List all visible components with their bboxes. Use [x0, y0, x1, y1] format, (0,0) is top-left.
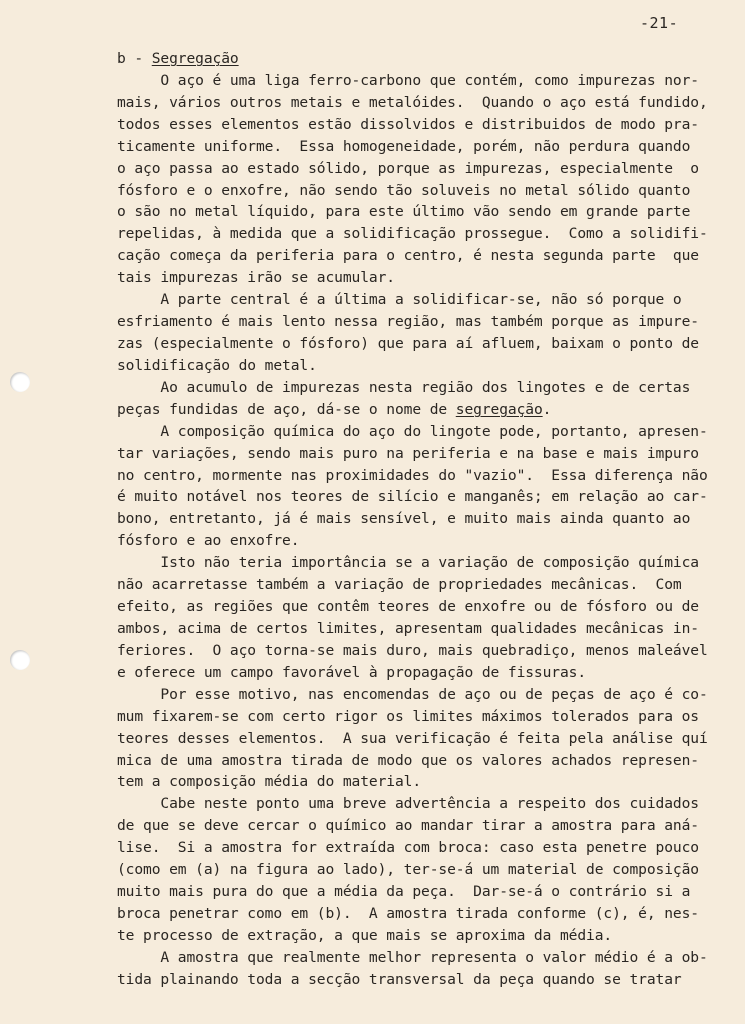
- text-line: tar variações, sendo mais puro na periferia e na base e mais impuro: [117, 444, 699, 462]
- text-line: te processo de extração, a que mais se aproxima da média.: [117, 926, 613, 944]
- text-line: é muito notável nos teores de silício e manganês; em relação ao car-: [117, 488, 708, 506]
- text-line: o aço passa ao estado sólido, porque as impurezas, especialmente o: [117, 159, 699, 177]
- text-line: cação começa da periferia para o centro, é nesta segunda parte que: [117, 247, 699, 265]
- text-line: de que se deve cercar o químico ao mandar tirar a amostra para aná-: [117, 817, 699, 835]
- text-line: mais, vários outros metais e metalóides. Quando o aço está fundido,: [117, 93, 708, 111]
- text-line: todos esses elementos estão dissolvidos e distribuidos de modo pra-: [117, 115, 699, 133]
- section-heading: [117, 48, 717, 70]
- text-line: fósforo e ao enxofre.: [117, 532, 300, 550]
- text-line: mum fixarem-se com certo rigor os limites máximos tolerados para os: [117, 707, 699, 725]
- punch-hole-bottom: [10, 650, 30, 670]
- text-line: O aço é uma liga ferro-carbono que contém, como impurezas nor-: [117, 71, 699, 89]
- text-line: bono, entretanto, já é mais sensível, e muito mais ainda quanto ao: [117, 510, 691, 528]
- text-line: tem a composição média do material.: [117, 773, 422, 791]
- text-line: Cabe neste ponto uma breve advertência a respeito dos cuidados: [117, 795, 699, 813]
- text-line: e oferece um campo favorável à propagação de fissuras.: [117, 663, 587, 681]
- text-line: teores desses elementos. A sua verificação é feita pela análise quí: [117, 729, 708, 747]
- text-line: lise. Si a amostra for extraída com broca: caso esta penetre pouco: [117, 839, 699, 857]
- section-letter: b -: [117, 50, 152, 67]
- text-line: tais impurezas irão se acumular.: [117, 269, 395, 287]
- text-line: A composição química do aço do lingote pode, portanto, apresen-: [117, 422, 708, 440]
- text-line: ambos, acima de certos limites, apresentam qualidades mecânicas in-: [117, 619, 699, 637]
- text-line-with-term: [117, 399, 717, 421]
- text-line: A parte central é a última a solidificar-se, não só porque o: [117, 291, 682, 309]
- text-line: repelidas, à medida que a solidificação prossegue. Como a solidifi-: [117, 225, 708, 243]
- text-line: fósforo e o enxofre, não sendo tão soluveis no metal sólido quanto: [117, 181, 691, 199]
- text-line: Isto não teria importância se a variação de composição química: [117, 554, 699, 572]
- punch-hole-top: [10, 372, 30, 392]
- text-line: no centro, mormente nas proximidades do "vazio". Essa diferença não: [117, 466, 708, 484]
- text-line: A amostra que realmente melhor representa o valor médio é a ob-: [117, 948, 708, 966]
- text-line: zas (especialmente o fósforo) que para aí afluem, baixam o ponto de: [117, 334, 699, 352]
- text-line: feriores. O aço torna-se mais duro, mais quebradiço, menos maleável: [117, 641, 708, 659]
- text-line: mica de uma amostra tirada de modo que os valores achados represen-: [117, 751, 699, 769]
- text-line: broca penetrar como em (b). A amostra tirada conforme (c), é, nes-: [117, 904, 699, 922]
- text-line: esfriamento é mais lento nessa região, mas também porque as impure-: [117, 313, 699, 331]
- text-line: solidificação do metal.: [117, 356, 317, 374]
- term-suffix: .: [542, 400, 552, 418]
- underlined-term: segregação: [455, 400, 543, 418]
- text-line: não acarretasse também a variação de propriedades mecânicas. Com: [117, 576, 682, 594]
- document-body: [117, 48, 717, 991]
- text-line: tida plainando toda a secção transversal da peça quando se tratar: [117, 970, 682, 988]
- text-line: Por esse motivo, nas encomendas de aço ou de peças de aço é co-: [117, 685, 708, 703]
- text-line: (como em (a) na figura ao lado), ter-se-á um material de composição: [117, 861, 699, 879]
- text-line: efeito, as regiões que contêm teores de enxofre ou de fósforo ou de: [117, 598, 699, 616]
- page-number: -21-: [640, 14, 679, 32]
- text-line: o são no metal líquido, para este último vão sendo em grande parte: [117, 203, 691, 221]
- text-line: muito mais pura do que a média da peça. Dar-se-á o contrário si a: [117, 883, 691, 901]
- line-text: peças fundidas de aço, dá-se o nome de: [117, 400, 456, 418]
- text-line: ticamente uniforme. Essa homogeneidade, porém, não perdura quando: [117, 137, 691, 155]
- section-title: Segregação: [151, 50, 239, 67]
- text-line: Ao acumulo de impurezas nesta região dos lingotes e de certas: [117, 378, 691, 396]
